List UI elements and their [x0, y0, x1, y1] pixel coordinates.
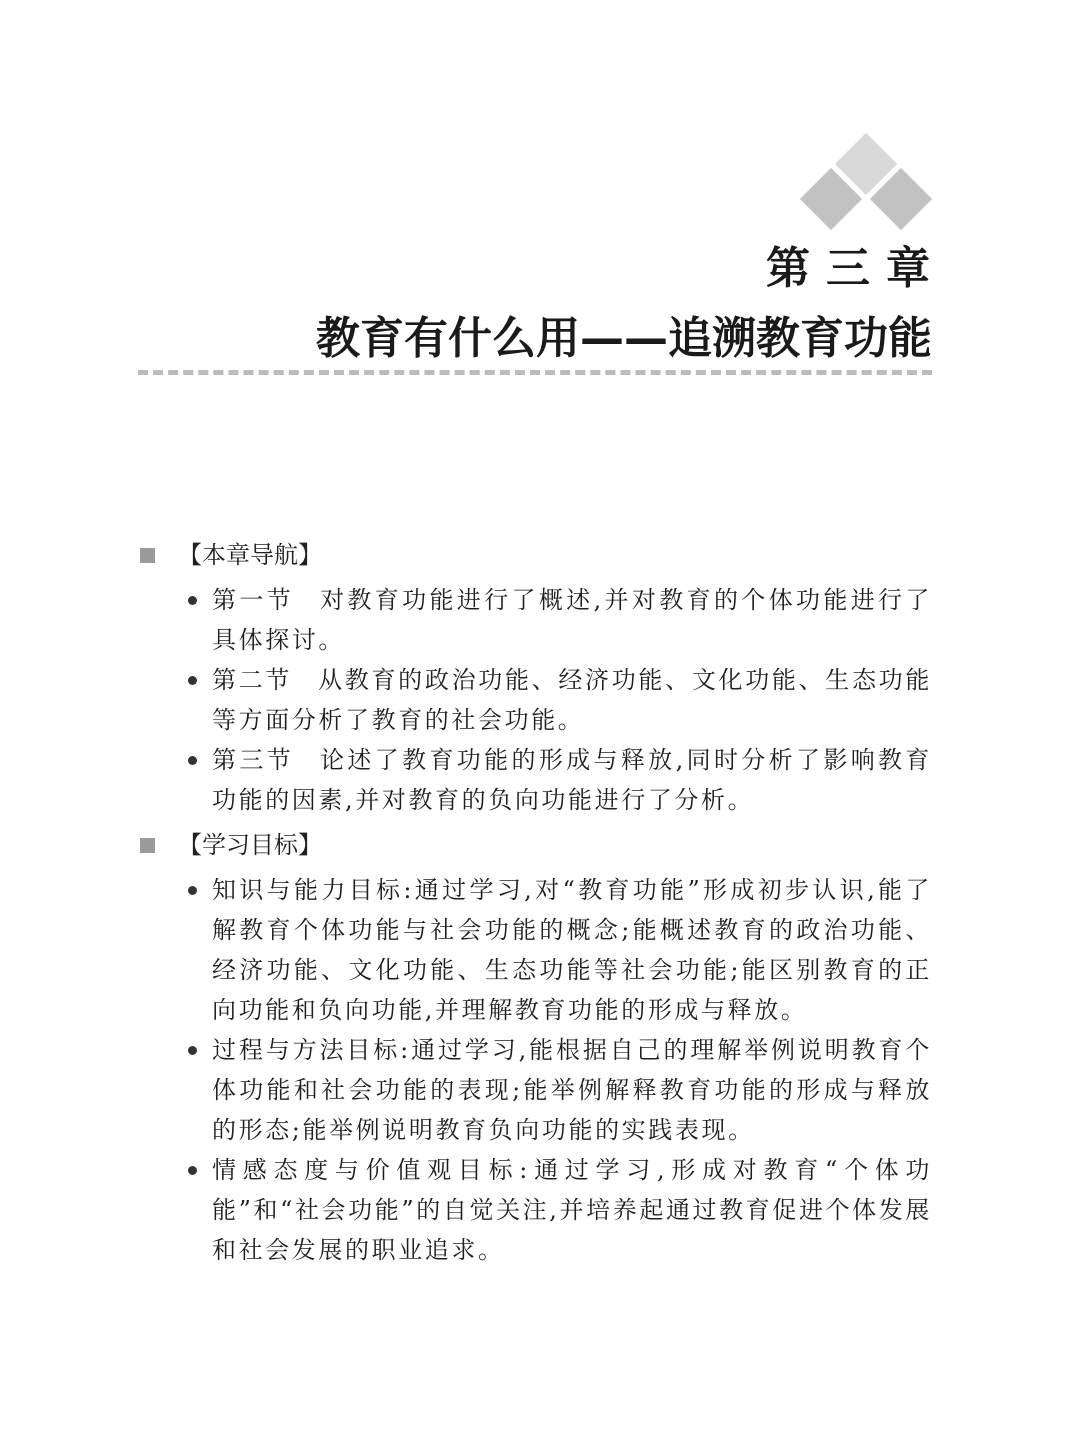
section-heading-navigation	[138, 530, 932, 580]
bullet-icon	[188, 756, 197, 765]
chapter-intro	[138, 530, 932, 1270]
square-bullet-icon	[140, 838, 155, 853]
bullet-icon	[188, 1166, 197, 1175]
chapter-number: 第三章	[766, 243, 946, 294]
chapter-title: 教育有什么用——追溯教育功能	[316, 313, 932, 364]
bullet-icon	[188, 1046, 197, 1055]
list-item	[138, 740, 932, 820]
item-text: 情感态度与价值观目标:通过学习,形成对教育“个体功能”和“社会功能”的自觉关注,并培养起通过教育促进个体发展和社会发展的职业追求。	[212, 1156, 932, 1264]
bullet-icon	[188, 886, 197, 895]
list-item	[138, 660, 932, 740]
item-text: 知识与能力目标:通过学习,对“教育功能”形成初步认识,能了解教育个体功能与社会功能的概念;能概述教育的政治功能、经济功能、文化功能、生态功能等社会功能;能区别教育的正向功能和负向功能,并理解教育功能的形成与释放。	[212, 876, 932, 1024]
list-item	[138, 1030, 932, 1150]
square-bullet-icon	[140, 548, 155, 563]
section-heading-objectives	[138, 820, 932, 870]
section-heading-label: 【本章导航】	[178, 541, 322, 569]
dashed-divider	[138, 370, 932, 375]
list-item	[138, 870, 932, 1030]
item-text: 从教育的政治功能、经济功能、文化功能、生态功能等方面分析了教育的社会功能。	[212, 666, 932, 734]
bullet-icon	[188, 596, 197, 605]
list-item	[138, 580, 932, 660]
section-heading-label: 【学习目标】	[178, 831, 322, 859]
bullet-icon	[188, 676, 197, 685]
item-lead: 第二节	[212, 666, 293, 694]
item-text: 过程与方法目标:通过学习,能根据自己的理解举例说明教育个体功能和社会功能的表现;能举例解释教育功能的形成与释放的形态;能举例说明教育负向功能的实践表现。	[212, 1036, 932, 1144]
item-text: 论述了教育功能的形成与释放,同时分析了影响教育功能的因素,并对教育的负向功能进行了分析。	[212, 746, 932, 814]
item-lead: 第一节	[212, 586, 295, 614]
list-item	[138, 1150, 932, 1270]
item-lead: 第三节	[212, 746, 295, 774]
item-text: 对教育功能进行了概述,并对教育的个体功能进行了具体探讨。	[212, 586, 932, 654]
